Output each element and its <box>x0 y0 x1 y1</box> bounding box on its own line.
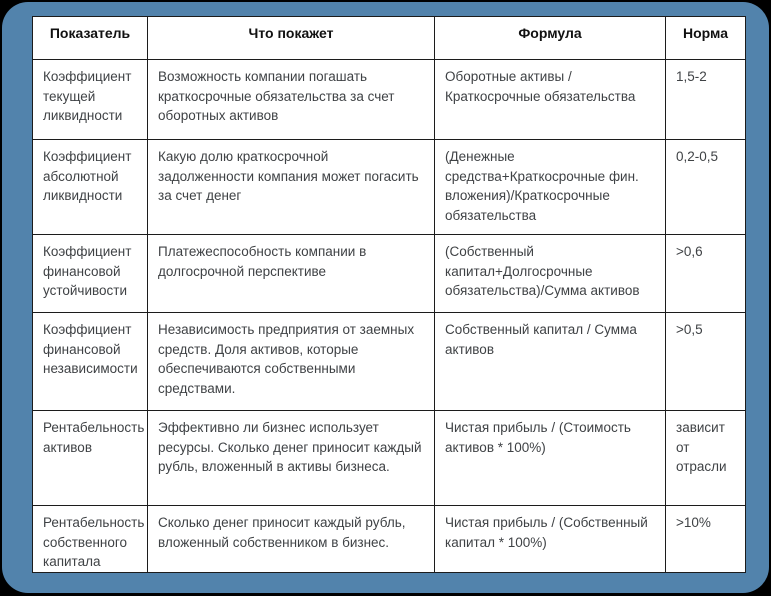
cell-indicator: Коэффициент финансовой независимости <box>33 313 148 411</box>
cell-formula: Собственный капитал / Сумма активов <box>435 313 666 411</box>
cell-shows: Платежеспособность компании в долгосрочной перспективе <box>148 235 435 313</box>
cell-formula: Чистая прибыль / (Стоимость активов * 100%) <box>435 411 666 506</box>
cell-shows: Сколько денег приносит каждый рубль, вложенный собственником в бизнес. <box>148 506 435 573</box>
cell-shows: Какую долю краткосрочной задолженности компания может погасить за счет денег <box>148 140 435 235</box>
table-row <box>33 60 746 140</box>
cell-indicator: Коэффициент текущей ликвидности <box>33 60 148 140</box>
cell-norm: 1,5-2 <box>666 60 746 140</box>
cell-shows: Эффективно ли бизнес использует ресурсы. Сколько денег приносит каждый рубль, вложенный в активы бизнеса. <box>148 411 435 506</box>
cell-formula: Чистая прибыль / (Собственный капитал * 100%) <box>435 506 666 573</box>
cell-norm: >0,6 <box>666 235 746 313</box>
cell-norm: зависит от отрасли <box>666 411 746 506</box>
cell-indicator: Коэффициент абсолютной ликвидности <box>33 140 148 235</box>
table-row <box>33 411 746 506</box>
cell-norm: >10% <box>666 506 746 573</box>
blue-rounded-panel <box>2 2 769 593</box>
cell-formula: (Собственный капитал+Долгосрочные обязательства)/Сумма активов <box>435 235 666 313</box>
cell-norm: >0,5 <box>666 313 746 411</box>
cell-formula: Оборотные активы / Краткосрочные обязательства <box>435 60 666 140</box>
header-indicator: Показатель <box>33 17 148 60</box>
cell-indicator: Коэффициент финансовой устойчивости <box>33 235 148 313</box>
cell-formula: (Денежные средства+Краткосрочные фин. вложения)/Краткосрочные обязательства <box>435 140 666 235</box>
table-row <box>33 313 746 411</box>
cell-shows: Независимость предприятия от заемных средств. Доля активов, которые обеспечиваются собственными средствами. <box>148 313 435 411</box>
cell-indicator: Рентабельность активов <box>33 411 148 506</box>
header-norm: Норма <box>666 17 746 60</box>
table-row <box>33 235 746 313</box>
header-row <box>33 17 746 60</box>
table-row <box>33 506 746 573</box>
cell-shows: Возможность компании погашать краткосрочные обязательства за счет оборотных активов <box>148 60 435 140</box>
financial-ratios-table <box>32 16 746 573</box>
cell-indicator: Рентабельность собственного капитала <box>33 506 148 573</box>
table-row <box>33 140 746 235</box>
header-shows: Что покажет <box>148 17 435 60</box>
header-formula: Формула <box>435 17 666 60</box>
cell-norm: 0,2-0,5 <box>666 140 746 235</box>
